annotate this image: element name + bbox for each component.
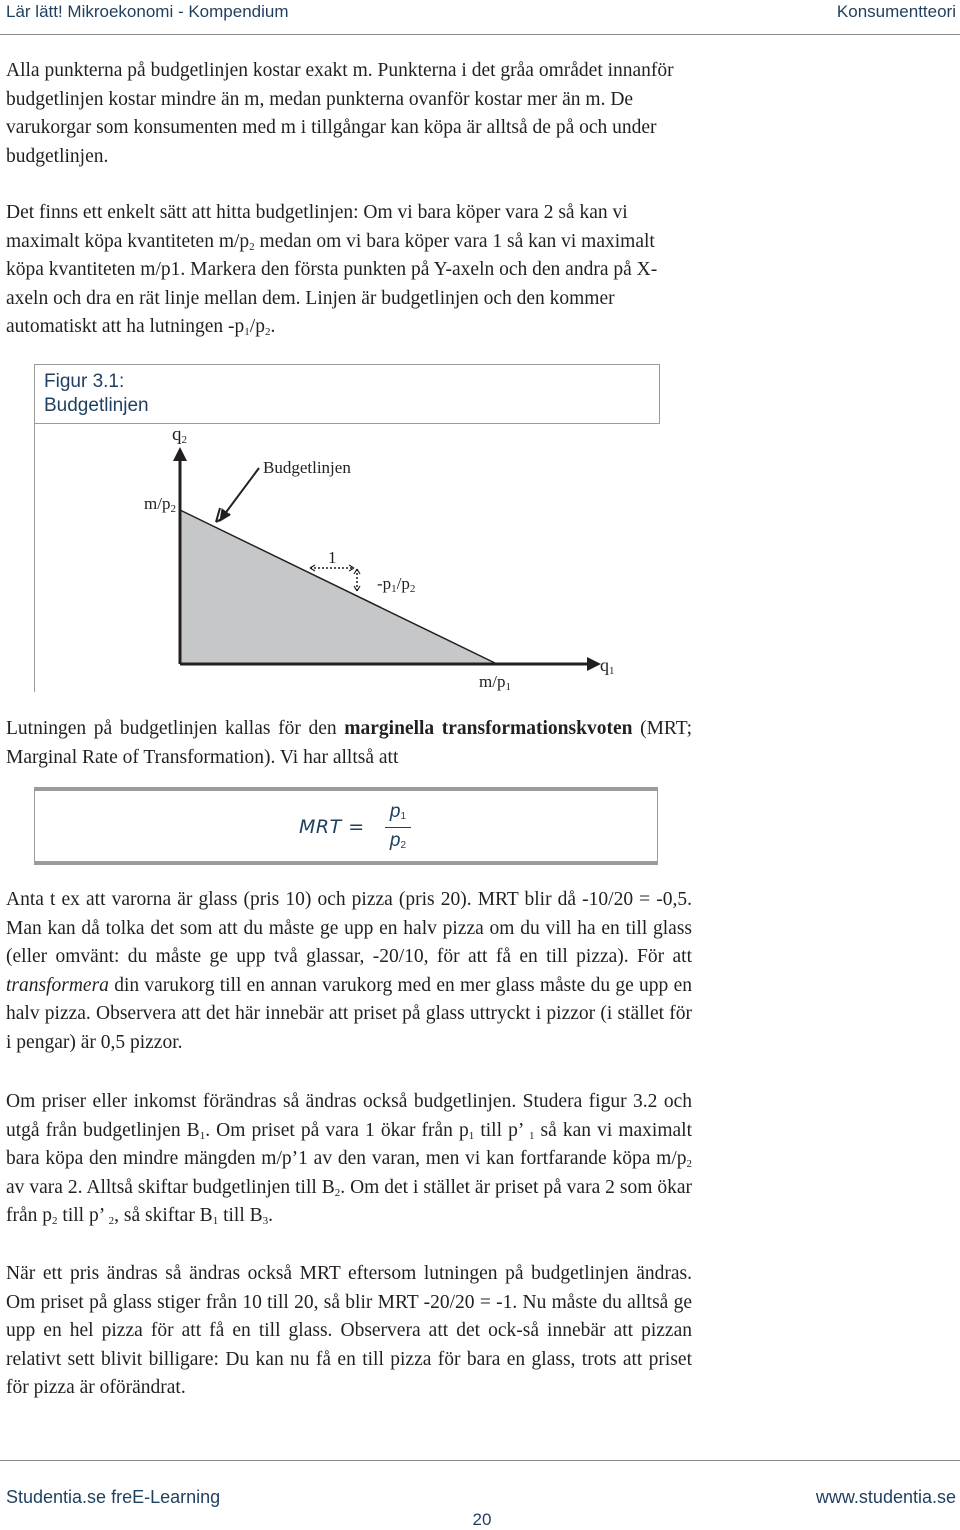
paragraph-mrt-change: När ett pris ändras så ändras också MRT eftersom lutningen på budgetlinjen ändras. Om priset på glass stiger från 10 till 20, så blir MRT -20/20 = -1. Nu måste du alltså ge upp en hel pizza för att få en till glass. Observera att det ock-så innebär att pizzan relativt sett blivit billigare: Du kan nu få en till pizza för bara en glass, trots att priset för pizza är oförändrat. — [6, 1263, 692, 1398]
y-intercept-label: m/p2 — [144, 494, 176, 515]
page-number: 20 — [472, 1510, 492, 1529]
page-header — [0, 0, 960, 26]
budget-line-diagram — [34, 364, 660, 692]
x-axis-label: q1 — [600, 655, 615, 677]
figure-caption: Budgetlinjen — [44, 395, 149, 416]
figure-number: Figur 3.1: — [44, 371, 125, 392]
paragraph-find-budget-line: Det finns ett enkelt sätt att hitta budgetlinjen: Om vi bara köper vara 2 så kan vi maximalt köpa kvantiteten $m/p_2$ medan om vi bara köper vara 1 så kan vi maximalt köpa kvantiteten m/p1. Markera den första punkten på Y-axeln och den andra på X-axeln och dra en rät linje mellan dem. Linjen är budgetlinjen och den kommer automatiskt att ha lutningen $-p_1/p_2$. — [6, 202, 658, 338]
header-divider — [0, 34, 960, 35]
paragraph-glass-pizza-example: Anta t ex att varorna är glass (pris 10) och pizza (pris 20). MRT blir då -10/20 = -0,5. Man kan då tolka det som att du måste ge upp en halv pizza om du vill ha en till glass (eller omvänt: du måste ge upp två glassar, -20/10, för att få en till pizza). För att transformera din varukorg till en annan varukorg med en mer glass måste du ge upp en halv pizza. Observera att det här innebär att priset på glass uttryckt i pizzor (i stället för i pengar) är 0,5 pizzor. — [6, 889, 692, 1053]
budget-line-pointer — [224, 468, 259, 515]
mrt-denominator: $p_2$ — [389, 830, 407, 851]
slope-label: -p1/p2 — [377, 574, 416, 595]
figure-budget-line — [34, 364, 660, 692]
paragraph-budget-points: Alla punkterna på budgetlinjen kostar exakt m. Punkterna i det gråa området innanför budgetlinjen kostar mindre än m, medan punkterna ovanför kostar mer än m. De varukorgar som konsumenten med m i tillgångar kan köpa är alltså de på och under budgetlinjen. — [6, 60, 674, 167]
mrt-formula-lhs: MRT = — [299, 816, 365, 838]
slope-rise-arrows — [354, 569, 360, 591]
footer-divider — [0, 1460, 960, 1461]
footer-publisher-link[interactable]: Studentia.se freE-Learning — [6, 1487, 221, 1507]
y-axis-label: q2 — [172, 424, 187, 446]
paragraph-price-change: Om priser eller inkomst förändras så ändras också budgetlinjen. Studera figur 3.2 och utgå från budgetlinjen $B_1$. Om priset på vara 1 ökar från $p_1$ till p’ $_1$ så kan vi maximalt bara köpa den mindre mängden m/p’1 av den varan, men vi kan fortfarande köpa $m/p_2$ av vara 2. Alltså skiftar budgetlinjen till $B_2$. Om det i stället är priset på vara 2 som ökar från $p_2$ till p’ $_2$, så skiftar $B_1$ till $B_3$. — [6, 1091, 692, 1227]
x-axis-arrowhead — [587, 657, 601, 671]
mrt-numerator: $p_1$ — [389, 801, 407, 822]
header-chapter-title: Konsumentteori — [836, 2, 956, 21]
slope-run-label: 1 — [328, 548, 337, 567]
mrt-formula-box — [34, 787, 658, 865]
fraction-bar — [385, 827, 411, 828]
header-book-title: Lär lätt! Mikroekonomi - Kompendium — [6, 2, 289, 21]
x-intercept-label: m/p1 — [479, 672, 511, 692]
paragraph-mrt-definition: Lutningen på budgetlinjen kallas för den marginella transformationskvoten (MRT; Marginal Rate of Transformation). Vi har alltså att — [6, 718, 693, 768]
mrt-fraction — [385, 801, 411, 854]
footer-website-link[interactable]: www.studentia.se — [815, 1487, 956, 1507]
y-axis-arrowhead — [173, 447, 187, 461]
budget-line-label: Budgetlinjen — [263, 458, 351, 477]
